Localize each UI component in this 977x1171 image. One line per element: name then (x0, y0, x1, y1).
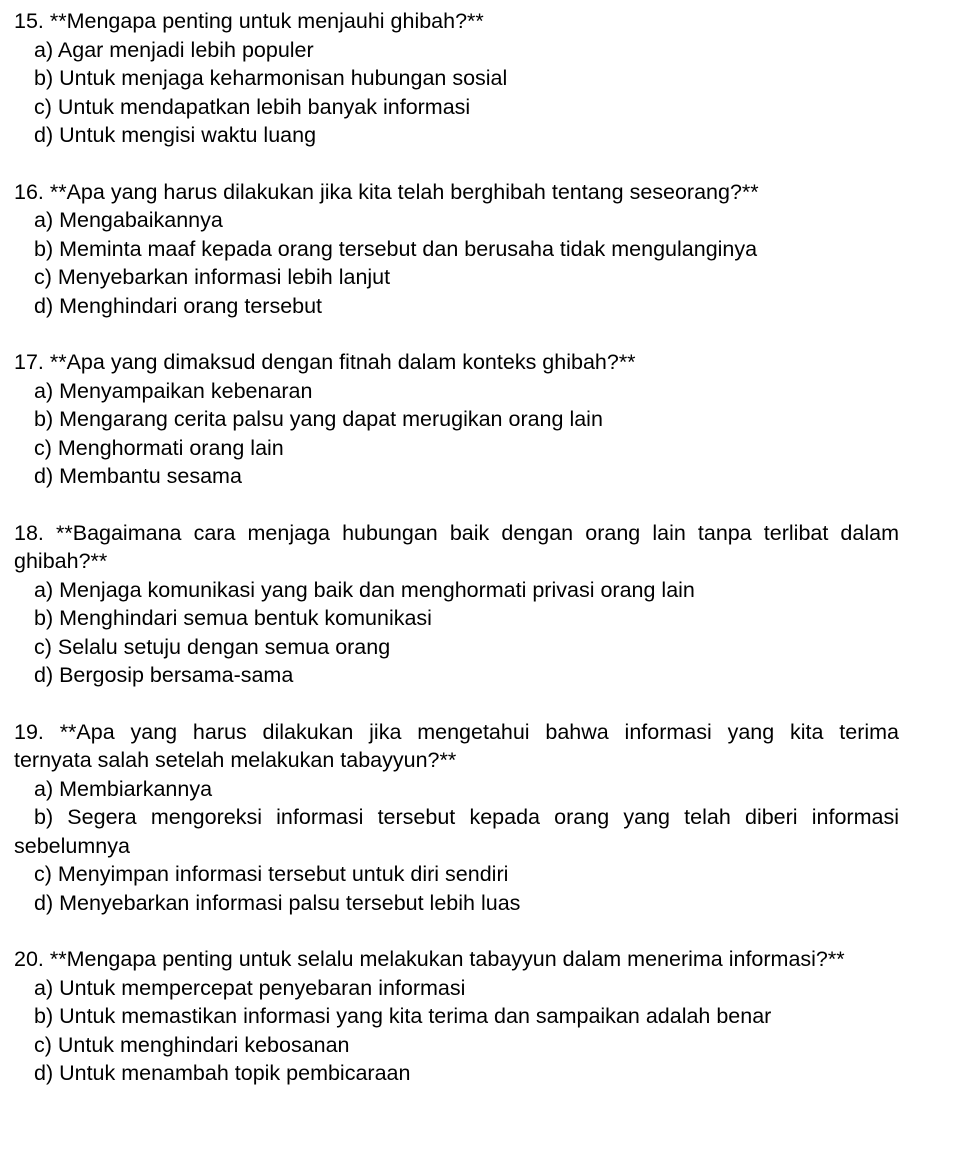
question-20-text: 20. **Mengapa penting untuk selalu melakukan tabayyun dalam menerima informasi?** (14, 947, 845, 971)
question-18-option-d: d) Bergosip bersama-sama (34, 663, 294, 687)
question-17-option-d: d) Membantu sesama (34, 464, 242, 488)
question-16-option-b: b) Meminta maaf kepada orang tersebut dan berusaha tidak mengulanginya (34, 236, 758, 261)
question-19-option-b: b) Segera mengoreksi informasi tersebut kepada orang yang telah diberi informasi (34, 805, 899, 829)
question-18-text: 18. **Bagaimana cara menjaga hubungan baik dengan orang lain tanpa terlibat dalam (14, 520, 899, 545)
question-17-text: 17. **Apa yang dimaksud dengan fitnah dalam konteks ghibah?** (14, 350, 636, 374)
question-20-option-a: a) Untuk mempercepat penyebaran informasi (34, 975, 466, 1000)
question-17-option-a: a) Menyampaikan kebenaran (34, 378, 313, 403)
question-19-text: 19. **Apa yang harus dilakukan jika mengetahui bahwa informasi yang kita terima (14, 719, 899, 744)
question-19-option-d: d) Menyebarkan informasi palsu tersebut lebih luas (34, 890, 521, 915)
question-17-option-b: b) Mengarang cerita palsu yang dapat merugikan orang lain (34, 407, 603, 431)
question-18-option-a: a) Menjaga komunikasi yang baik dan menghormati privasi orang lain (34, 577, 695, 602)
question-16-text: 16. **Apa yang harus dilakukan jika kita telah berghibah tentang seseorang?** (14, 179, 759, 204)
question-20-option-b: b) Untuk memastikan informasi yang kita terima dan sampaikan adalah benar (34, 1004, 772, 1028)
question-15-text: 15. **Mengapa penting untuk menjauhi ghibah?** (14, 9, 484, 33)
question-16-option-d: d) Menghindari orang tersebut (34, 293, 323, 318)
question-15-option-d: d) Untuk mengisi waktu luang (34, 123, 317, 147)
question-15-option-b: b) Untuk menjaga keharmonisan hubungan sosial (34, 66, 508, 90)
question-19-option-b: sebelumnya (14, 833, 130, 858)
question-18-text: ghibah?** (14, 549, 108, 573)
question-15-option-c: c) Untuk mendapatkan lebih banyak informasi (34, 94, 471, 119)
question-19-option-a: a) Membiarkannya (34, 776, 213, 801)
question-15-option-a: a) Agar menjadi lebih populer (34, 37, 314, 62)
question-16-option-c: c) Menyebarkan informasi lebih lanjut (34, 265, 391, 289)
question-19-option-c: c) Menyimpan informasi tersebut untuk diri sendiri (34, 862, 509, 886)
question-17-option-c: c) Menghormati orang lain (34, 435, 284, 460)
question-18-option-c: c) Selalu setuju dengan semua orang (34, 634, 391, 659)
question-20-option-d: d) Untuk menambah topik pembicaraan (34, 1061, 411, 1085)
question-16-option-a: a) Mengabaikannya (34, 208, 223, 232)
question-18-option-b: b) Menghindari semua bentuk komunikasi (34, 606, 432, 630)
question-20-option-c: c) Untuk menghindari kebosanan (34, 1032, 350, 1057)
question-19-text: ternyata salah setelah melakukan tabayyun?** (14, 748, 457, 772)
